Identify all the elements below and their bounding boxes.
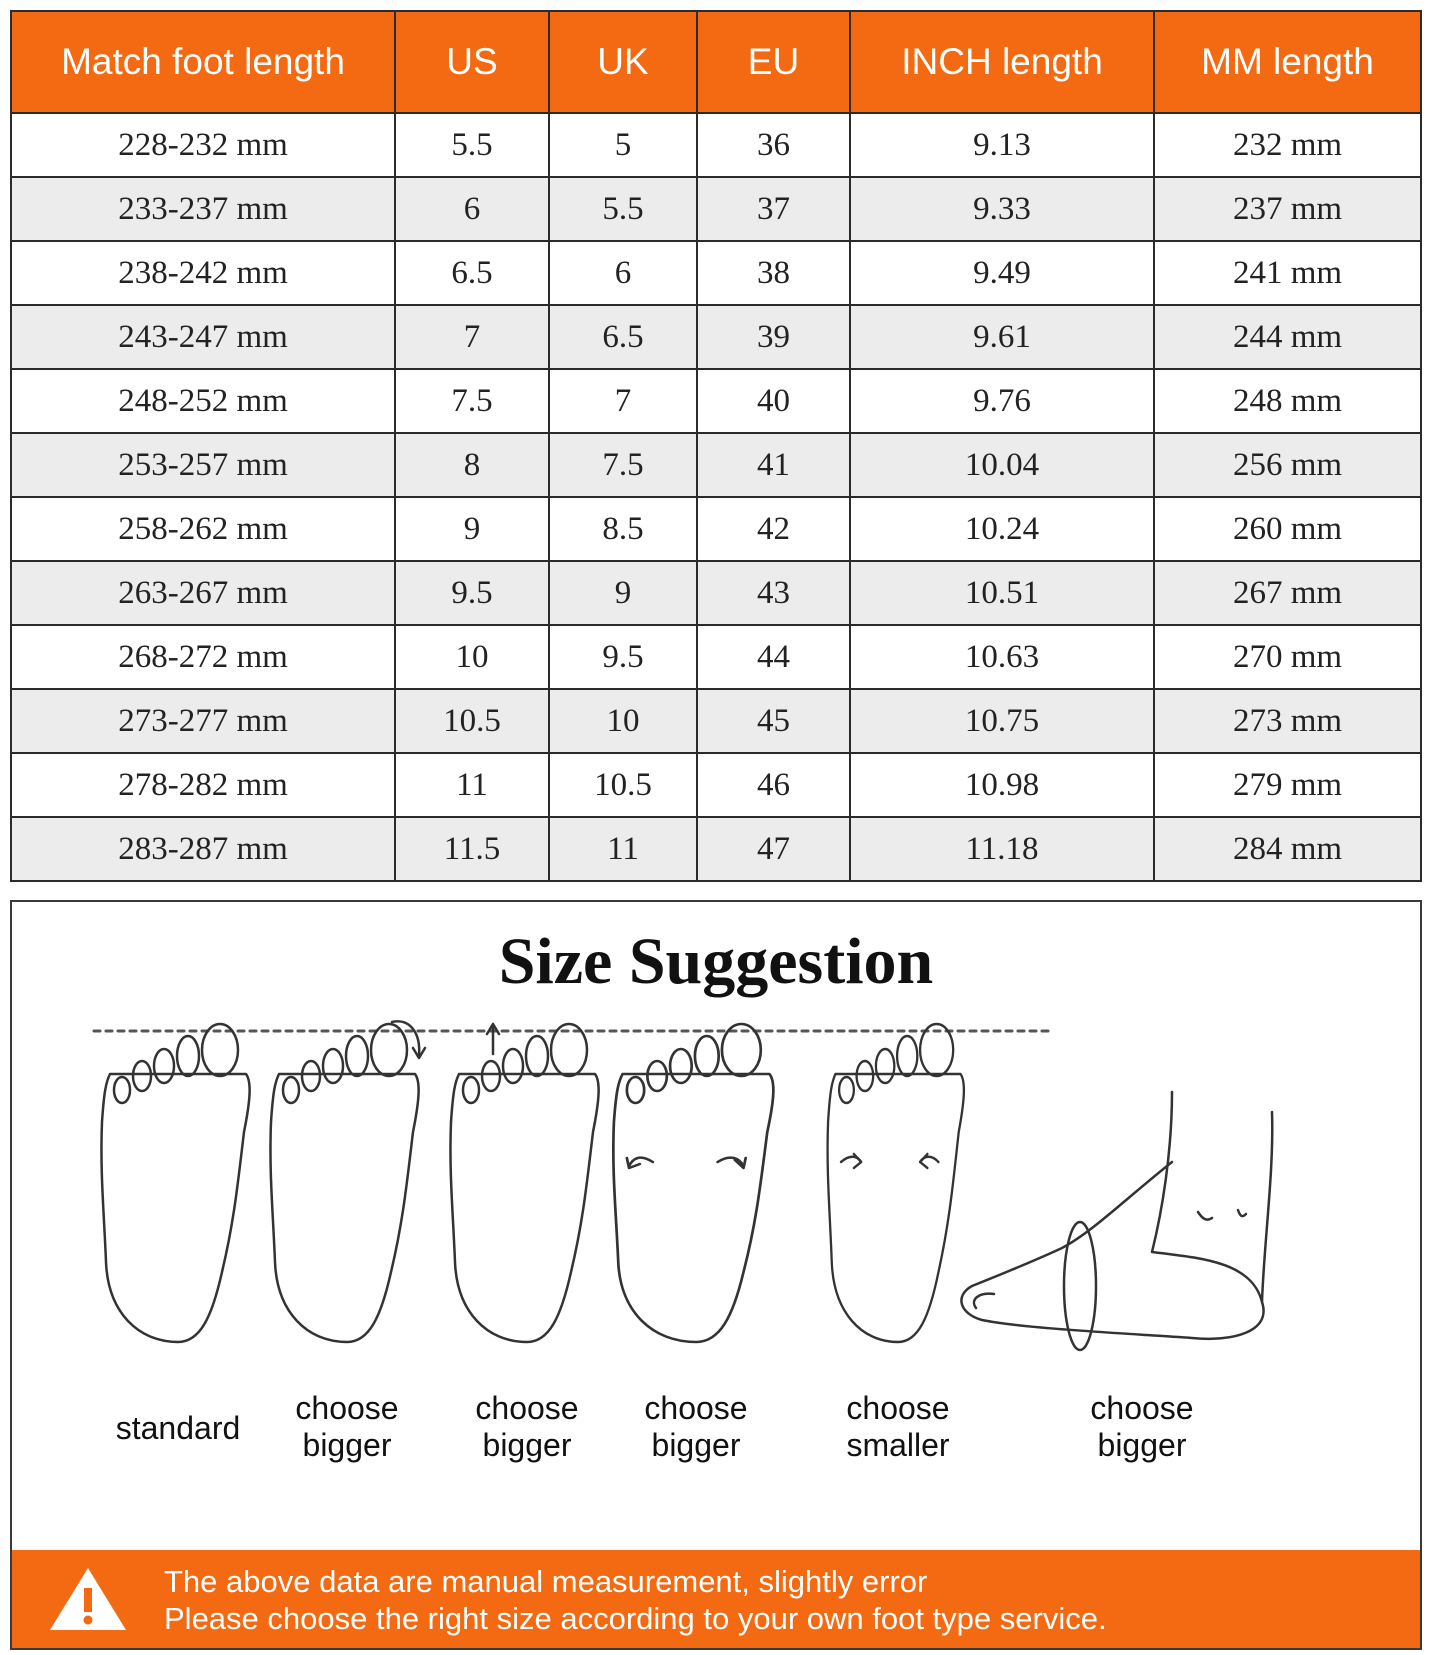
wide-foot-icon: [613, 1024, 773, 1342]
high-instep-foot-icon: [961, 1092, 1272, 1350]
table-cell: 10.24: [850, 497, 1154, 561]
caption-wide-foot-line1: choose: [644, 1390, 748, 1426]
table-cell: 11.18: [850, 817, 1154, 881]
table-row: [11, 433, 1421, 497]
size-chart-table: [10, 10, 1422, 882]
table-cell: 10.5: [549, 753, 697, 817]
caption-long-second-toe-line1: choose: [475, 1390, 579, 1426]
table-cell: 258-262 mm: [11, 497, 395, 561]
table-cell: 9: [549, 561, 697, 625]
caption-big-toe-line1: choose: [295, 1390, 399, 1426]
table-cell: 284 mm: [1154, 817, 1421, 881]
table-cell: 36: [697, 113, 850, 177]
table-cell: 11: [395, 753, 549, 817]
table-row: [11, 625, 1421, 689]
caption-narrow-foot-line1: choose: [846, 1390, 950, 1426]
table-cell: 10: [549, 689, 697, 753]
long-second-toe-foot-icon: [450, 1024, 598, 1342]
table-cell: 40: [697, 369, 850, 433]
table-cell: 241 mm: [1154, 241, 1421, 305]
table-cell: 253-257 mm: [11, 433, 395, 497]
table-cell: 10.04: [850, 433, 1154, 497]
table-row: [11, 305, 1421, 369]
table-cell: 11.5: [395, 817, 549, 881]
table-body: [11, 113, 1421, 881]
warning-banner: [12, 1550, 1420, 1648]
table-cell: 42: [697, 497, 850, 561]
caption-wide-foot-line2: bigger: [651, 1427, 741, 1463]
table-cell: 7.5: [395, 369, 549, 433]
table-cell: 10.5: [395, 689, 549, 753]
table-row: [11, 817, 1421, 881]
header-inch-length: INCH length: [850, 11, 1154, 113]
caption-narrow-foot: [808, 1390, 988, 1464]
table-row: [11, 497, 1421, 561]
big-toe-foot-icon: [270, 1021, 425, 1342]
table-cell: 270 mm: [1154, 625, 1421, 689]
caption-big-toe-line2: bigger: [302, 1427, 392, 1463]
table-cell: 7: [395, 305, 549, 369]
size-suggestion-panel: [10, 900, 1422, 1650]
table-cell: 9.13: [850, 113, 1154, 177]
caption-long-second-toe-line2: bigger: [482, 1427, 572, 1463]
header-uk: UK: [549, 11, 697, 113]
table-cell: 43: [697, 561, 850, 625]
foot-types-illustration: [12, 1012, 1420, 1392]
table-cell: 39: [697, 305, 850, 369]
table-cell: 228-232 mm: [11, 113, 395, 177]
table-cell: 9.61: [850, 305, 1154, 369]
table-cell: 9.33: [850, 177, 1154, 241]
table-cell: 248-252 mm: [11, 369, 395, 433]
table-cell: 46: [697, 753, 850, 817]
table-cell: 6: [549, 241, 697, 305]
table-cell: 41: [697, 433, 850, 497]
table-cell: 256 mm: [1154, 433, 1421, 497]
table-cell: 5.5: [549, 177, 697, 241]
table-cell: 8: [395, 433, 549, 497]
table-cell: 10.63: [850, 625, 1154, 689]
table-cell: 232 mm: [1154, 113, 1421, 177]
table-cell: 44: [697, 625, 850, 689]
table-cell: 6.5: [549, 305, 697, 369]
table-cell: 47: [697, 817, 850, 881]
table-cell: 283-287 mm: [11, 817, 395, 881]
caption-long-second-toe: [437, 1390, 617, 1464]
table-row: [11, 689, 1421, 753]
table-cell: 9.49: [850, 241, 1154, 305]
table-row: [11, 369, 1421, 433]
table-cell: 248 mm: [1154, 369, 1421, 433]
warning-text-line1: The above data are manual measurement, slightly error: [164, 1564, 928, 1599]
table-cell: 273 mm: [1154, 689, 1421, 753]
table-cell: 37: [697, 177, 850, 241]
caption-big-toe: [257, 1390, 437, 1464]
table-cell: 45: [697, 689, 850, 753]
caption-high-instep: [1052, 1390, 1232, 1464]
table-cell: 7: [549, 369, 697, 433]
table-cell: 278-282 mm: [11, 753, 395, 817]
table-cell: 9.5: [395, 561, 549, 625]
table-row: [11, 241, 1421, 305]
table-cell: 11: [549, 817, 697, 881]
table-cell: 273-277 mm: [11, 689, 395, 753]
table-cell: 243-247 mm: [11, 305, 395, 369]
table-cell: 9.76: [850, 369, 1154, 433]
caption-wide-foot: [606, 1390, 786, 1464]
caption-standard-line1: standard: [115, 1410, 241, 1446]
table-cell: 279 mm: [1154, 753, 1421, 817]
table-cell: 6.5: [395, 241, 549, 305]
size-suggestion-title: Size Suggestion: [498, 925, 934, 998]
table-cell: 7.5: [549, 433, 697, 497]
header-eu: EU: [697, 11, 850, 113]
header-us: US: [395, 11, 549, 113]
table-cell: 268-272 mm: [11, 625, 395, 689]
caption-standard: [88, 1410, 268, 1447]
warning-text-line2: Please choose the right size according to your own foot type service.: [164, 1601, 1107, 1636]
table-cell: 238-242 mm: [11, 241, 395, 305]
warning-icon: [46, 1564, 130, 1634]
table-cell: 260 mm: [1154, 497, 1421, 561]
table-cell: 10.75: [850, 689, 1154, 753]
table-cell: 233-237 mm: [11, 177, 395, 241]
table-cell: 237 mm: [1154, 177, 1421, 241]
caption-high-instep-line1: choose: [1090, 1390, 1194, 1426]
table-cell: 5: [549, 113, 697, 177]
table-cell: 38: [697, 241, 850, 305]
header-mm-length: MM length: [1154, 11, 1421, 113]
table-cell: 9.5: [549, 625, 697, 689]
table-cell: 263-267 mm: [11, 561, 395, 625]
caption-high-instep-line2: bigger: [1097, 1427, 1187, 1463]
table-cell: 9: [395, 497, 549, 561]
standard-foot-icon: [101, 1024, 249, 1342]
table-cell: 6: [395, 177, 549, 241]
table-header-row: [11, 11, 1421, 113]
table-cell: 244 mm: [1154, 305, 1421, 369]
table-row: [11, 177, 1421, 241]
table-cell: 10.51: [850, 561, 1154, 625]
table-cell: 8.5: [549, 497, 697, 561]
table-row: [11, 113, 1421, 177]
table-cell: 5.5: [395, 113, 549, 177]
narrow-foot-icon: [828, 1024, 964, 1342]
table-cell: 10.98: [850, 753, 1154, 817]
table-cell: 10: [395, 625, 549, 689]
header-match-foot-length: Match foot length: [11, 11, 395, 113]
table-row: [11, 561, 1421, 625]
table-cell: 267 mm: [1154, 561, 1421, 625]
caption-narrow-foot-line2: smaller: [846, 1427, 950, 1463]
table-row: [11, 753, 1421, 817]
